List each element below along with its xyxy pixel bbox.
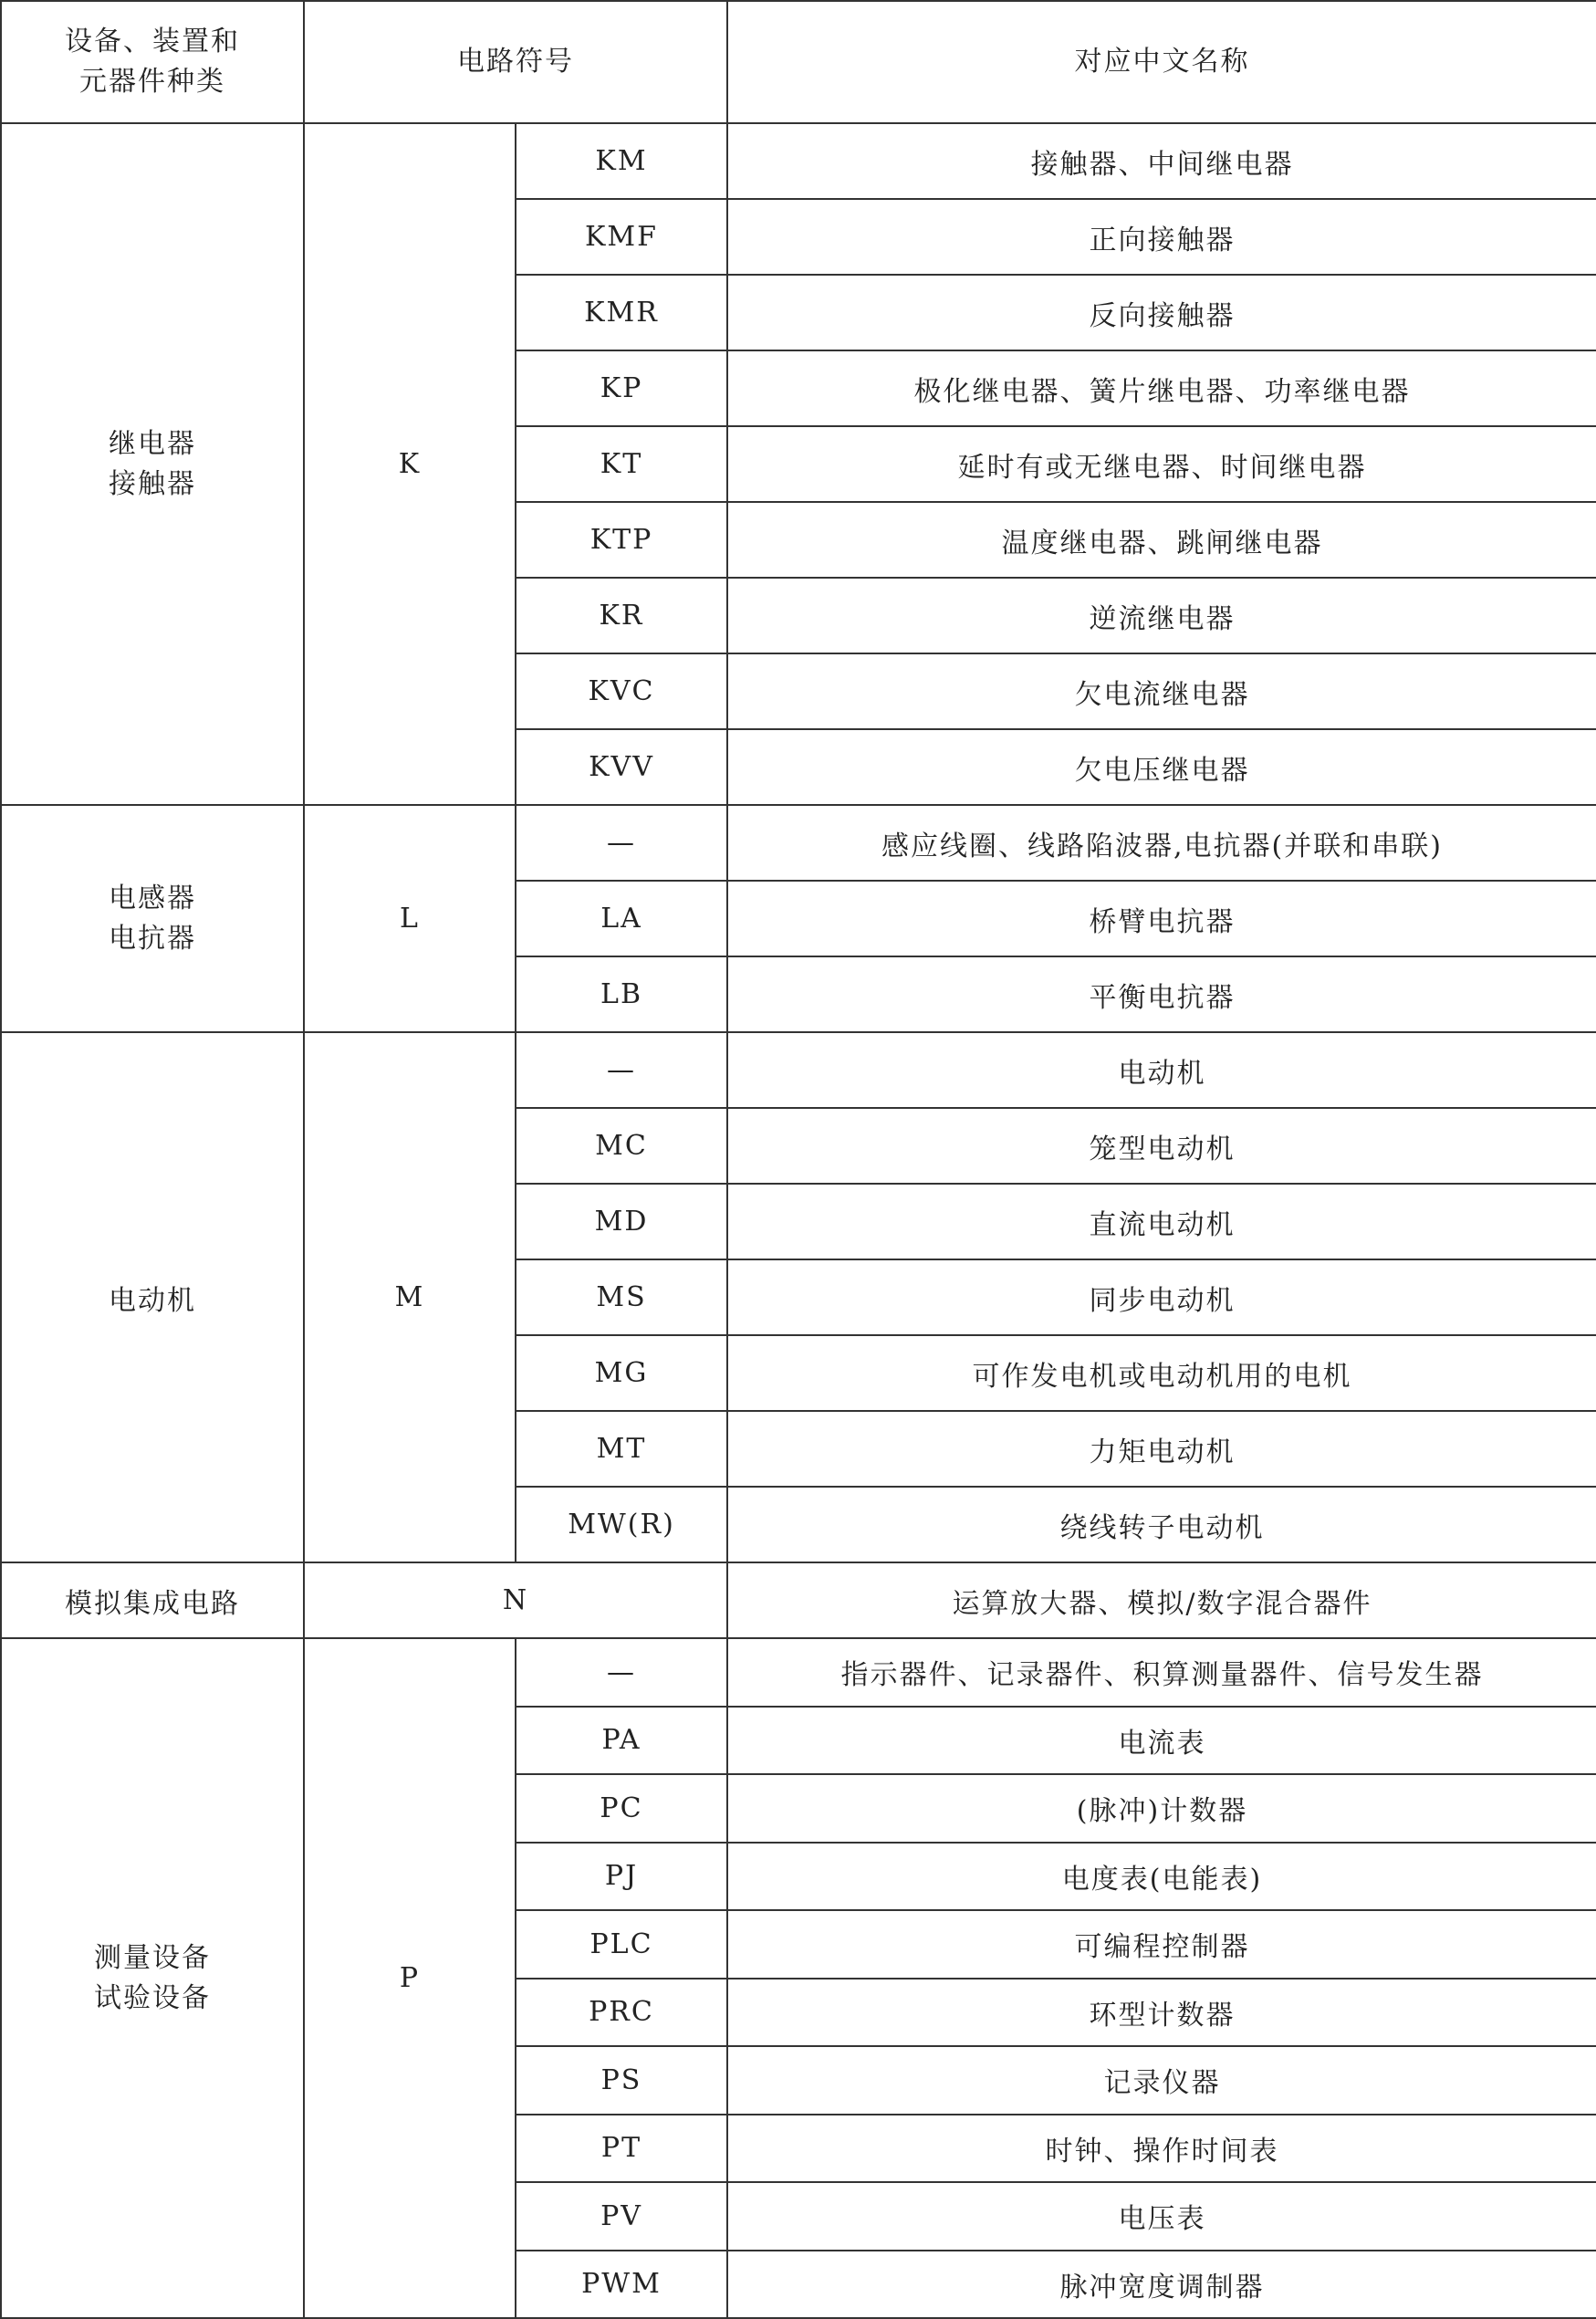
table-row [1,123,1596,199]
code-cell: — [516,1638,727,1707]
table-row [1,805,1596,881]
code-cell: PJ [516,1843,727,1911]
name-cell: 桥臂电抗器 [727,881,1596,956]
letter-cell: M [304,1032,516,1562]
category-cell [1,1032,304,1562]
code-cell: PV [516,2182,727,2251]
header-category-line2: 元器件种类 [79,66,225,98]
name-cell: 可编程控制器 [727,1910,1596,1979]
code-cell: PS [516,2046,727,2115]
name-cell: 电压表 [727,2182,1596,2251]
category-line: 电抗器 [109,922,196,955]
header-category [1,1,304,123]
name-cell: 笼型电动机 [727,1108,1596,1184]
name-cell: 欠电流继电器 [727,653,1596,729]
code-cell: KMR [516,275,727,350]
name-cell: 时钟、操作时间表 [727,2115,1596,2183]
letter-cell: N [304,1562,727,1638]
category-line: 测量设备 [94,1941,211,1974]
name-cell: (脉冲)计数器 [727,1774,1596,1843]
name-cell: 平衡电抗器 [727,956,1596,1032]
code-cell: — [516,1032,727,1108]
name-cell: 正向接触器 [727,199,1596,275]
category-line: 电动机 [109,1284,196,1317]
code-cell: LA [516,881,727,956]
name-cell: 电流表 [727,1707,1596,1775]
code-cell: PLC [516,1910,727,1979]
category-cell [1,1562,304,1638]
name-cell: 直流电动机 [727,1184,1596,1259]
name-cell: 运算放大器、模拟/数字混合器件 [727,1562,1596,1638]
name-cell: 脉冲宽度调制器 [727,2251,1596,2319]
code-cell: PWM [516,2251,727,2319]
name-cell: 力矩电动机 [727,1411,1596,1487]
category-cell [1,805,304,1032]
code-cell: PT [516,2115,727,2183]
name-cell: 逆流继电器 [727,578,1596,653]
name-cell: 反向接触器 [727,275,1596,350]
letter-cell: P [304,1638,516,2318]
letter-cell: L [304,805,516,1032]
name-cell: 电动机 [727,1032,1596,1108]
code-cell: PRC [516,1979,727,2047]
header-row [1,1,1596,123]
category-line: 电感器 [109,882,196,914]
name-cell: 记录仪器 [727,2046,1596,2115]
table-row [1,1638,1596,1707]
code-cell: PC [516,1774,727,1843]
category-line: 模拟集成电路 [65,1587,240,1620]
code-cell: KT [516,426,727,502]
name-cell: 欠电压继电器 [727,729,1596,805]
code-cell: MW(R) [516,1487,727,1562]
code-cell: MT [516,1411,727,1487]
code-cell: LB [516,956,727,1032]
code-cell: KM [516,123,727,199]
header-name: 对应中文名称 [727,1,1596,123]
code-cell: MS [516,1259,727,1335]
code-cell: KP [516,350,727,426]
category-line: 接触器 [109,467,196,500]
name-cell: 可作发电机或电动机用的电机 [727,1335,1596,1411]
name-cell: 感应线圈、线路陷波器,电抗器(并联和串联) [727,805,1596,881]
header-symbol: 电路符号 [304,1,727,123]
code-cell: KVV [516,729,727,805]
code-cell: MC [516,1108,727,1184]
code-cell: MG [516,1335,727,1411]
table-row [1,1032,1596,1108]
category-line: 试验设备 [94,1981,211,2014]
code-cell: KVC [516,653,727,729]
name-cell: 极化继电器、簧片继电器、功率继电器 [727,350,1596,426]
name-cell: 延时有或无继电器、时间继电器 [727,426,1596,502]
name-cell: 电度表(电能表) [727,1843,1596,1911]
header-category-line1: 设备、装置和 [65,26,240,57]
category-line: 继电器 [109,427,196,460]
name-cell: 绕线转子电动机 [727,1487,1596,1562]
name-cell: 温度继电器、跳闸继电器 [727,502,1596,578]
name-cell: 接触器、中间继电器 [727,123,1596,199]
code-cell: KR [516,578,727,653]
name-cell: 同步电动机 [727,1259,1596,1335]
code-cell: PA [516,1707,727,1775]
code-cell: — [516,805,727,881]
code-cell: KTP [516,502,727,578]
name-cell: 环型计数器 [727,1979,1596,2047]
table-row [1,1562,1596,1638]
letter-cell: K [304,123,516,805]
name-cell: 指示器件、记录器件、积算测量器件、信号发生器 [727,1638,1596,1707]
category-cell [1,123,304,805]
code-cell: KMF [516,199,727,275]
code-cell: MD [516,1184,727,1259]
category-cell [1,1638,304,2318]
